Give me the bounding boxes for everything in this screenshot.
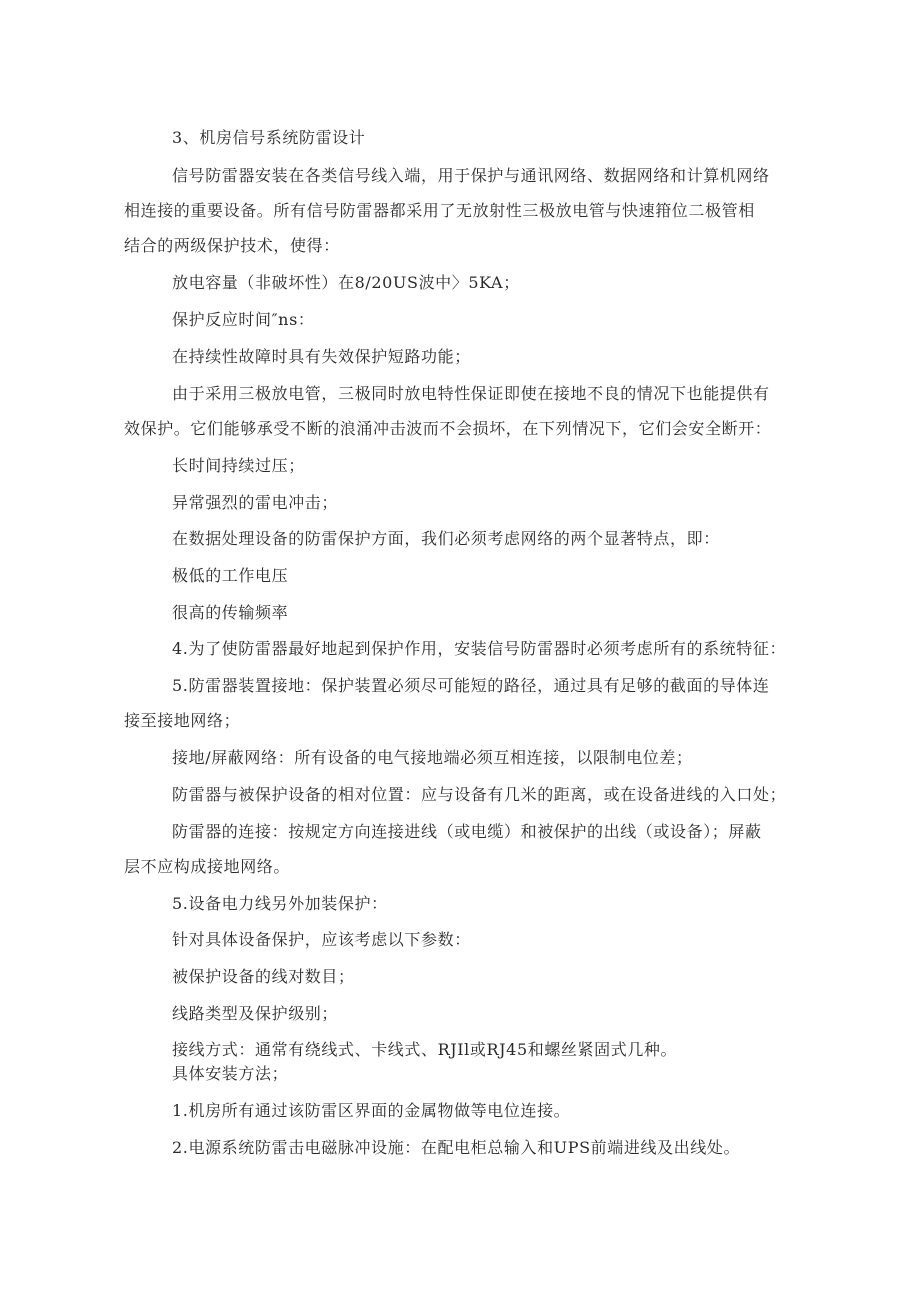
- paragraph-line: 防雷器的连接：按规定方向连接进线（或电缆）和被保护的出线（或设备）；屏蔽: [172, 822, 762, 841]
- paragraph-line: 5.设备电力线另外加装保护：: [172, 894, 388, 913]
- paragraph-line: 效保护。它们能够承受不断的浪涌冲击波而不会损坏，在下列情况下，它们会安全断开：: [124, 419, 772, 438]
- paragraph-line: 长时间持续过压；: [172, 456, 305, 475]
- paragraph-line: 防雷器与被保护设备的相对位置：应与设备有几米的距离，或在设备进线的入口处；: [172, 785, 787, 804]
- paragraph-line: 针对具体设备保护，应该考虑以下参数：: [172, 930, 471, 949]
- paragraph-line: 相连接的重要设备。所有信号防雷器都采用了无放射性三极放电管与快速箝位二极管相: [124, 201, 755, 220]
- section-heading: 3、机房信号系统防雷设计: [172, 128, 366, 147]
- paragraph-line: 具体安装方法；: [172, 1064, 289, 1083]
- paragraph-line: 结合的两级保护技术，使得：: [124, 236, 340, 255]
- paragraph-line: 信号防雷器安装在各类信号线入端，用于保护与通讯网络、数据网络和计算机网络: [172, 166, 770, 185]
- paragraph-line: 被保护设备的线对数目；: [172, 967, 355, 986]
- paragraph-line: 放电容量（非破坏性）在8/20US波中〉5KA；: [172, 273, 520, 292]
- paragraph-line: 接至接地网络；: [124, 711, 241, 730]
- paragraph-line: 极低的工作电压: [172, 566, 289, 585]
- paragraph-line: 在数据处理设备的防雷保护方面，我们必须考虑网络的两个显著特点，即：: [172, 529, 720, 548]
- paragraph-line: 线路类型及保护级别；: [172, 1004, 339, 1023]
- paragraph-line: 保护反应时间″ns：: [172, 310, 315, 329]
- paragraph-line: 2.电源系统防雷击电磁脉冲设施：在配电柜总输入和UPS前端进线及出线处。: [172, 1138, 741, 1157]
- paragraph-line: 异常强烈的雷电冲击；: [172, 493, 339, 512]
- paragraph-line: 层不应构成接地网络。: [124, 857, 291, 876]
- paragraph-line: 1.机房所有通过该防雷区界面的金属物做等电位连接。: [172, 1101, 571, 1120]
- paragraph-line: 很高的传输频率: [172, 603, 289, 622]
- paragraph-line: 接线方式：通常有绕线式、卡线式、RJIl或RJ45和螺丝紧固式几种。: [172, 1040, 678, 1059]
- paragraph-line: 4.为了使防雷器最好地起到保护作用，安装信号防雷器时必须考虑所有的系统特征：: [172, 639, 787, 658]
- paragraph-line: 5.防雷器装置接地：保护装置必须尽可能短的路径，通过具有足够的截面的导体连: [172, 676, 770, 695]
- paragraph-line: 在持续性故障时具有失效保护短路功能；: [172, 347, 471, 366]
- paragraph-line: 接地/屏蔽网络：所有设备的电气接地端必须互相连接，以限制电位差；: [172, 748, 693, 767]
- paragraph-line: 由于采用三极放电管，三极同时放电特性保证即使在接地不良的情况下也能提供有: [172, 384, 770, 403]
